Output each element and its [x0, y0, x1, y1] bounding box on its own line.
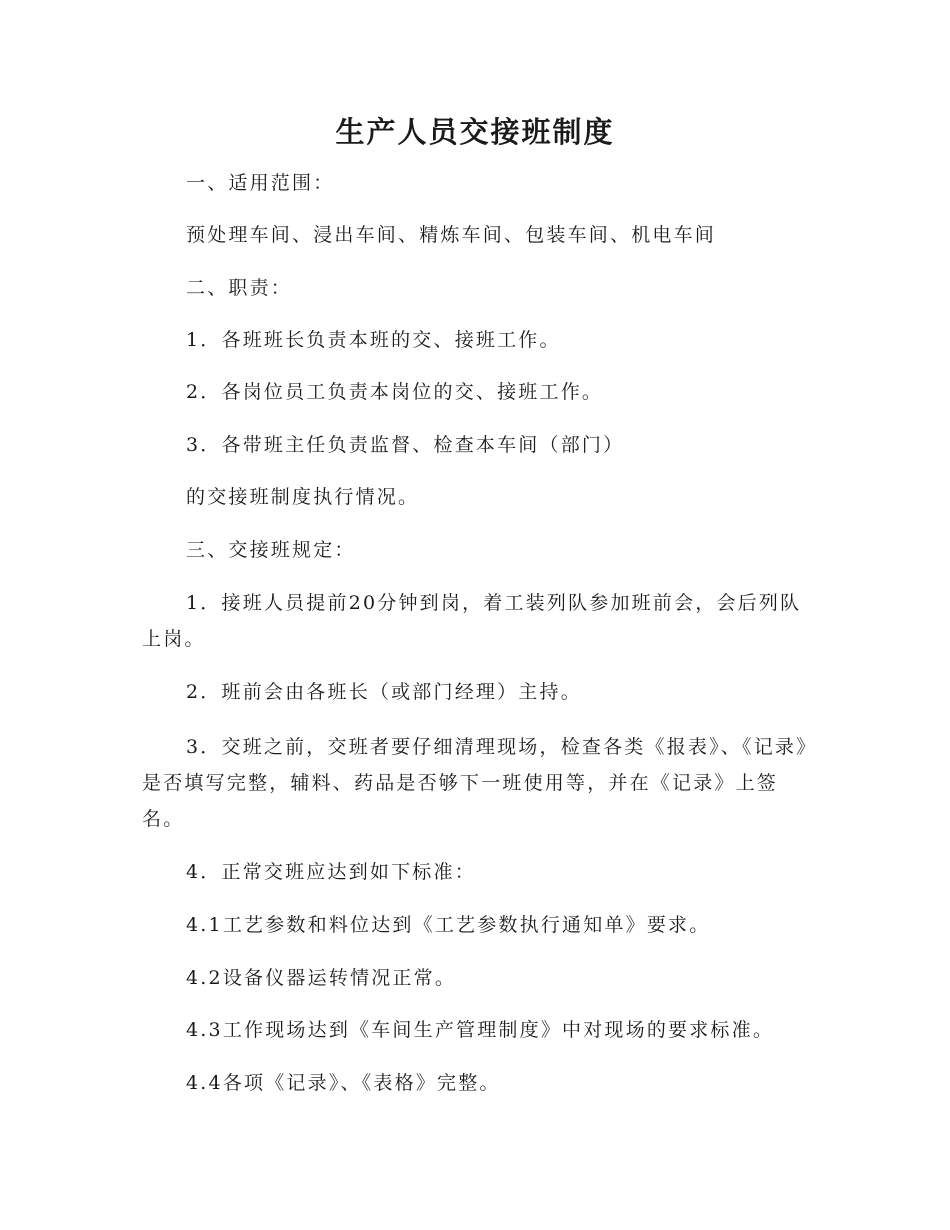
paragraph-rule-4-1: 4.1工艺参数和料位达到《工艺参数执行通知单》要求。: [186, 914, 711, 936]
paragraph-duty-1: 1．各班班长负责本班的交、接班工作。: [186, 329, 561, 351]
paragraph-duty-3: 3．各带班主任负责监督、检查本车间（部门）: [186, 434, 625, 456]
section-heading-rules: 三、交接班规定：: [186, 539, 356, 561]
section-heading-duties: 二、职责：: [186, 277, 293, 299]
section-heading-scope: 一、适用范围：: [186, 172, 335, 194]
paragraph-rule-4-2: 4.2设备仪器运转情况正常。: [186, 967, 457, 989]
document-title: 生产人员交接班制度: [335, 115, 615, 149]
paragraph-rule-4-3: 4.3工作现场达到《车间生产管理制度》中对现场的要求标准。: [186, 1019, 775, 1041]
paragraph-rule-2: 2．班前会由各班长（或部门经理）主持。: [186, 681, 582, 703]
paragraph-rule-1: 1．接班人员提前20分钟到岗，着工装列队参加班前会，会后列队上岗。: [142, 592, 802, 650]
paragraph-duty-3-continued: 的交接班制度执行情况。: [186, 486, 420, 508]
paragraph-rule-3: 3．交班之前，交班者要仔细清理现场，检查各类《报表》、《记录》是否填写完整，辅料、药品是否够下一班使用等，并在《记录》上签名。: [142, 736, 808, 830]
paragraph-rule-4: 4．正常交班应达到如下标准：: [186, 861, 476, 883]
paragraph-rule-4-4: 4.4各项《记录》、《表格》完整。: [186, 1072, 501, 1094]
paragraph-scope-workshops: 预处理车间、浸出车间、精炼车间、包装车间、机电车间: [186, 224, 717, 246]
paragraph-duty-2: 2．各岗位员工负责本岗位的交、接班工作。: [186, 381, 604, 403]
